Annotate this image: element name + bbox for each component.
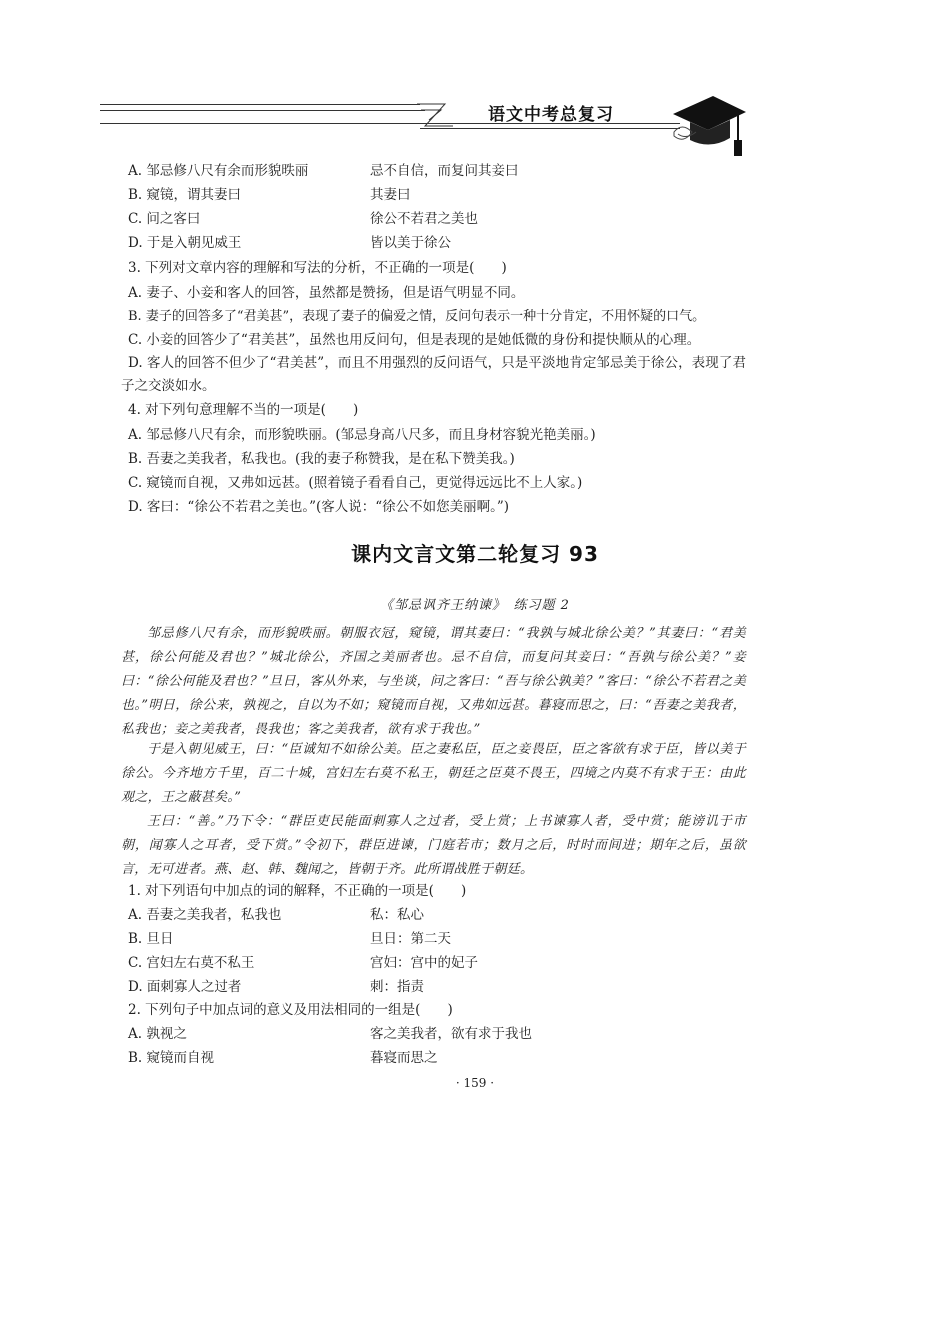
q1-stem: 1. 对下列语句中加点的词的解释，不正确的一项是( ): [128, 883, 467, 899]
section-title: 课内文言文第二轮复习 93: [351, 542, 599, 566]
q1-option-b-right: 旦日：第二天: [370, 931, 451, 947]
q1-option-c-right: 宫妇：宫中的妃子: [370, 955, 478, 971]
top-option-d-right: 皆以美于徐公: [370, 235, 451, 251]
q4-stem: 4. 对下列句意理解不当的一项是( ): [128, 402, 359, 418]
q3-stem: 3. 下列对文章内容的理解和写法的分析，不正确的一项是( ): [128, 260, 507, 276]
q1-option-d-right: 刺：指责: [370, 979, 424, 995]
q1-option-a-right: 私：私心: [370, 907, 424, 923]
graduation-cap-icon: [668, 92, 748, 162]
passage-paragraph-1: 邹忌修八尺有余，而形貌昳丽。朝服衣冠，窥镜，谓其妻曰：“我孰与城北徐公美？”其妻曰：“君美甚，徐公何能及君也？”城北徐公，齐国之美丽者也。忌不自信，而复问其妾曰：“吾孰与徐公美？”妾曰：“徐公何能及君也？”旦日，客从外来，与坐谈，问之客曰：“吾与徐公孰美？”客曰：“徐公不若君之美也。”明日，徐公来，孰视之，自以为不如；窥镜而自视，又弗如远甚。暮寝而思之，曰：“吾妻之美我者，私我也；妾之美我者，畏我也；客之美我者，欲有求于我也。”: [121, 626, 746, 737]
header-rule-under-title: [420, 128, 680, 129]
top-option-b: B. 窥镜，谓其妻曰: [128, 187, 242, 203]
page-number: · 159 ·: [455, 1076, 495, 1090]
passage-paragraph-2: 于是入朝见威王，曰：“臣诚知不如徐公美。臣之妻私臣，臣之妾畏臣，臣之客欲有求于臣，皆以美于徐公。今齐地方千里，百二十城，宫妇左右莫不私王，朝廷之臣莫不畏王，四境之内莫不有求于王：由此观之，王之蔽甚矣。”: [121, 742, 746, 805]
top-option-a: A. 邹忌修八尺有余而形貌昳丽: [128, 163, 309, 179]
header-rule-mid: [100, 110, 425, 111]
passage-paragraph-3: 王曰：“善。”乃下令：“群臣吏民能面刺寡人之过者，受上赏；上书谏寡人者，受中赏；能谤讥于市朝，闻寡人之耳者，受下赏。”令初下，群臣进谏，门庭若市；数月之后，时时而间进；期年之后，虽欲言，无可进者。燕、赵、韩、魏闻之，皆朝于齐。此所谓战胜于朝廷。: [121, 814, 746, 877]
top-option-c-right: 徐公不若君之美也: [370, 211, 478, 227]
q3-option-a: A. 妻子、小妾和客人的回答，虽然都是赞扬，但是语气明显不同。: [128, 285, 525, 301]
top-option-a-right: 忌不自信，而复问其妾曰: [370, 163, 519, 179]
header-zigzag: [415, 100, 455, 132]
q2-option-b: B. 窥镜而自视: [128, 1050, 215, 1066]
q4-option-b: B. 吾妻之美我者，私我也。(我的妻子称赞我，是在私下赞美我。): [128, 451, 515, 467]
q1-option-b: B. 旦日: [128, 931, 174, 947]
q1-option-d: D. 面刺寡人之过者: [128, 979, 242, 995]
q2-option-a: A. 孰视之: [128, 1026, 187, 1042]
q3-option-b: B. 妻子的回答多了“君美甚”，表现了妻子的偏爱之情，反问句表示一种十分肯定，不用怀疑的口气。: [128, 309, 706, 324]
exercise-title: 《邹忌讽齐王纳谏》 练习题 2: [380, 598, 570, 613]
q4-option-d: D. 客曰：“徐公不若君之美也。”(客人说：“徐公不如您美丽啊。”): [128, 499, 510, 515]
q1-option-c: C. 宫妇左右莫不私王: [128, 955, 255, 971]
q3-option-d: D. 客人的回答不但少了“君美甚”，而且不用强烈的反问语气，只是平淡地肯定邹忌美于徐公，表现了君子之交淡如水。: [121, 355, 746, 394]
q4-option-c: C. 窥镜而自视，又弗如远甚。(照着镜子看看自己，更觉得远远比不上人家。): [128, 475, 583, 491]
top-option-c: C. 问之客曰: [128, 211, 201, 227]
header-rule-top: [100, 104, 420, 105]
top-option-d: D. 于是入朝见威王: [128, 235, 242, 251]
q2-option-a-right: 客之美我者，欲有求于我也: [370, 1026, 532, 1042]
q4-option-a: A. 邹忌修八尺有余，而形貌昳丽。(邹忌身高八尺多，而且身材容貌光艳美丽。): [128, 427, 596, 443]
q2-stem: 2. 下列句子中加点词的意义及用法相同的一组是( ): [128, 1002, 453, 1018]
header-title: 语文中考总复习: [488, 105, 614, 125]
q3-option-c: C. 小妾的回答少了“君美甚”，虽然也用反问句，但是表现的是她低微的身份和提快顺从的心理。: [128, 332, 701, 348]
top-option-b-right: 其妻曰: [370, 187, 411, 203]
q2-option-b-right: 暮寝而思之: [370, 1050, 438, 1066]
q1-option-a: A. 吾妻之美我者，私我也: [128, 907, 282, 923]
